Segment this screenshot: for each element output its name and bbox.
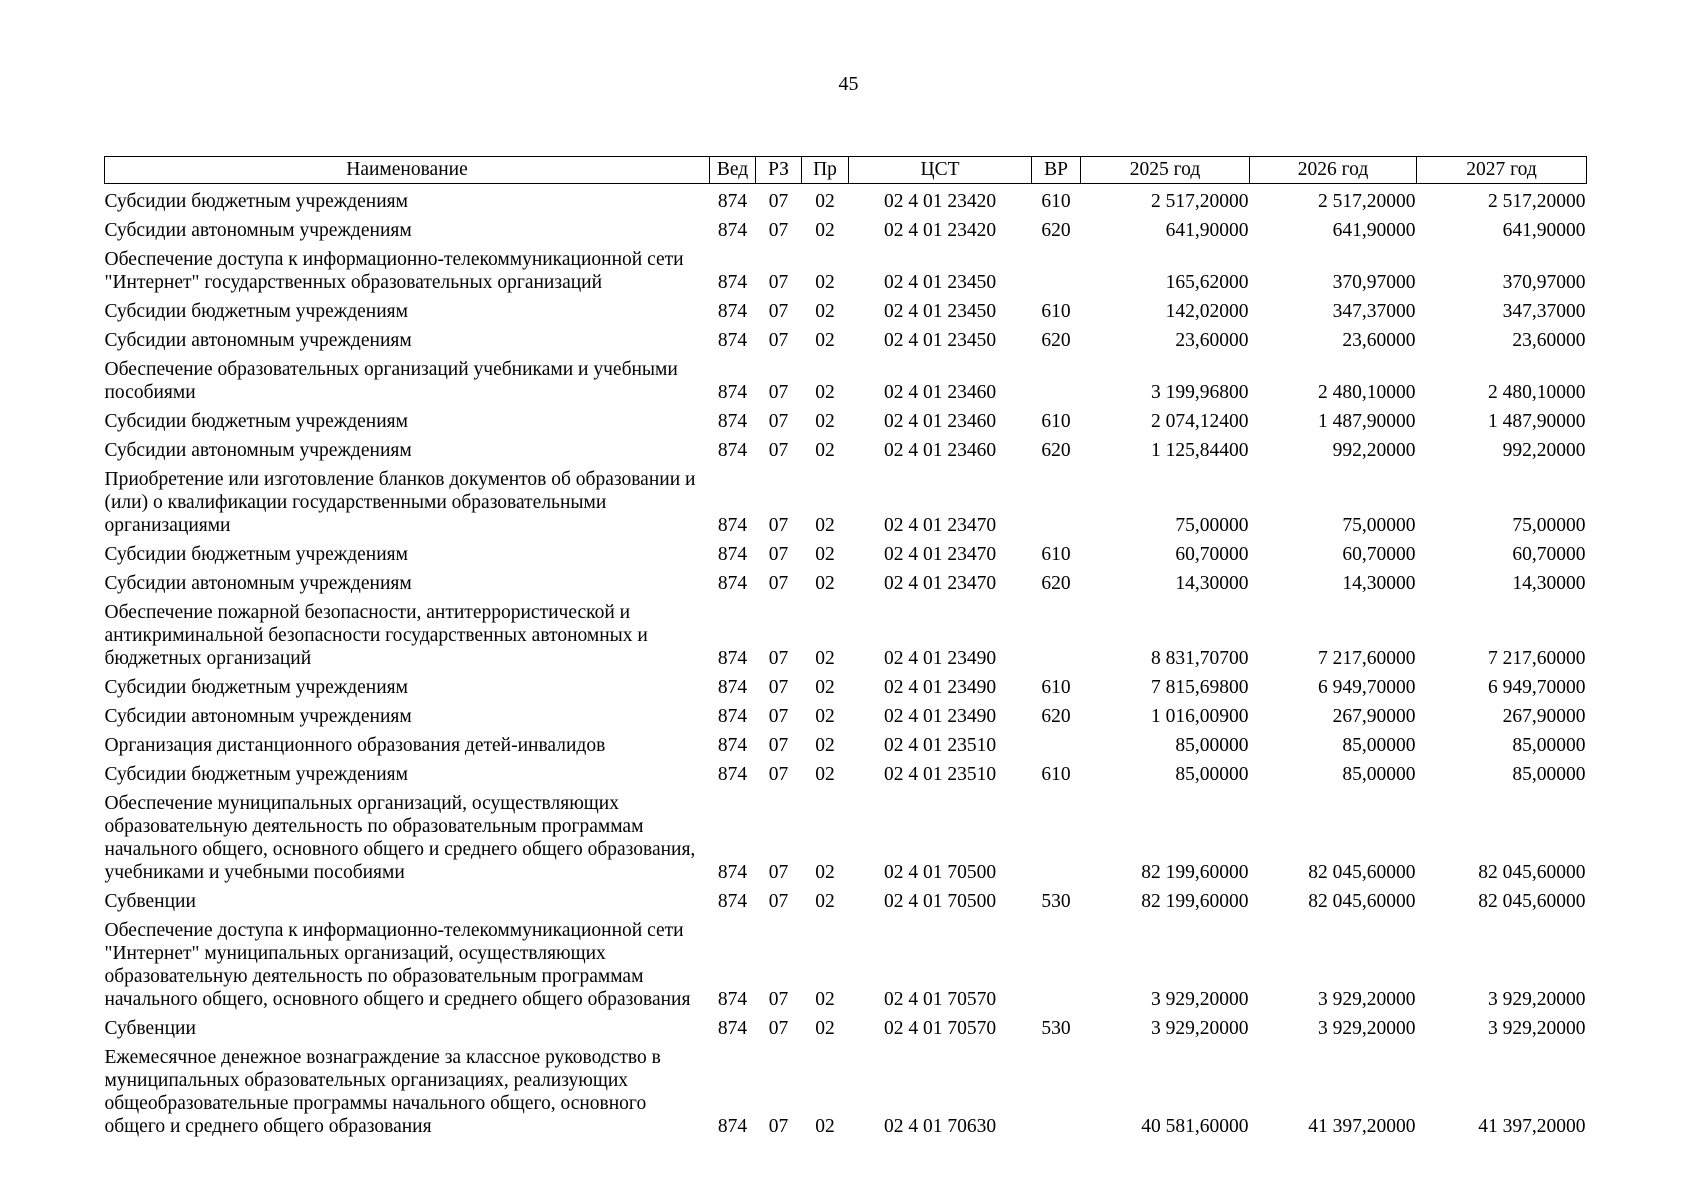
row-ved: 874 [717,544,748,565]
row-name: Субсидии бюджетным учреждениям [104,677,408,698]
row-rz: 07 [768,764,789,785]
row-2025: 641,90000 [1165,220,1249,241]
row-vr: 610 [1041,301,1071,322]
row-ved: 874 [717,1116,748,1137]
table-row [105,676,1587,705]
table-row [105,792,1587,890]
row-rz: 07 [768,411,789,432]
row-2027: 1 487,90000 [1488,411,1586,432]
table-row [105,329,1587,358]
table-row [105,468,1587,543]
row-rz: 07 [768,648,789,669]
table-row [105,410,1587,439]
row-pr: 02 [815,382,835,403]
row-2027: 85,00000 [1512,764,1586,785]
row-pr: 02 [815,862,835,883]
row-vr: 620 [1041,440,1071,461]
row-2027: 23,60000 [1512,330,1586,351]
row-cst: 02 4 01 70630 [883,1116,997,1137]
row-2027: 3 929,20000 [1488,989,1586,1010]
row-2026: 347,37000 [1332,301,1416,322]
row-2025: 40 581,60000 [1141,1116,1249,1137]
row-2025: 165,62000 [1165,272,1249,293]
table-row [105,184,1587,220]
row-2026: 370,97000 [1332,272,1416,293]
row-2025: 23,60000 [1175,330,1249,351]
row-cst: 02 4 01 23420 [883,220,997,241]
row-ved: 874 [717,220,748,241]
row-2025: 2 074,12400 [1151,411,1249,432]
row-2026: 82 045,60000 [1308,891,1416,912]
row-rz: 07 [768,1116,789,1137]
table-row [105,300,1587,329]
row-cst: 02 4 01 70500 [883,891,997,912]
row-name: Обеспечение доступа к информационно-телекоммуникационной сети "Интернет" государственных образовательных организаций [104,249,684,293]
row-rz: 07 [768,989,789,1010]
row-pr: 02 [815,411,835,432]
row-2026: 3 929,20000 [1318,989,1416,1010]
header-cst: ЦСТ [849,157,1032,184]
row-ved: 874 [717,706,748,727]
row-2026: 2 480,10000 [1318,382,1416,403]
row-2026: 85,00000 [1342,735,1416,756]
row-vr [1032,248,1081,300]
row-vr: 610 [1041,191,1071,212]
table-row [105,543,1587,572]
header-ved: Вед [710,157,756,184]
row-cst: 02 4 01 23460 [883,411,997,432]
header-2025: 2025 год [1081,157,1250,184]
row-2025: 14,30000 [1175,573,1249,594]
row-name: Субвенции [104,891,196,912]
row-2025: 3 929,20000 [1151,1018,1249,1039]
row-vr [1032,792,1081,890]
row-cst: 02 4 01 23470 [883,573,997,594]
row-pr: 02 [815,1116,835,1137]
table-row [105,705,1587,734]
header-2027: 2027 год [1417,157,1587,184]
row-2027: 41 397,20000 [1478,1116,1586,1137]
row-ved: 874 [717,989,748,1010]
row-pr: 02 [815,191,835,212]
row-ved: 874 [717,573,748,594]
row-rz: 07 [768,573,789,594]
row-pr: 02 [815,440,835,461]
row-name: Обеспечение доступа к информационно-телекоммуникационной сети "Интернет" муниципальных организаций, осуществляющих образовательную деятельность по образовательным программам начального общего, основного общего и среднего общего образования [104,920,691,1010]
row-vr [1032,358,1081,410]
row-2026: 23,60000 [1342,330,1416,351]
row-pr: 02 [815,220,835,241]
row-2027: 2 517,20000 [1488,191,1586,212]
row-pr: 02 [815,573,835,594]
row-cst: 02 4 01 23450 [883,301,997,322]
budget-table [104,156,1587,1144]
row-cst: 02 4 01 23420 [883,191,997,212]
row-2026: 267,90000 [1332,706,1416,727]
row-name: Субсидии автономным учреждениям [104,440,412,461]
row-2027: 641,90000 [1502,220,1586,241]
row-2026: 14,30000 [1342,573,1416,594]
row-2027: 347,37000 [1502,301,1586,322]
page-number: 45 [838,73,859,95]
row-cst: 02 4 01 23490 [883,706,997,727]
table-row [105,734,1587,763]
row-2027: 82 045,60000 [1478,862,1586,883]
row-cst: 02 4 01 23510 [883,764,997,785]
row-ved: 874 [717,735,748,756]
row-ved: 874 [717,515,748,536]
row-rz: 07 [768,515,789,536]
row-cst: 02 4 01 23460 [883,382,997,403]
row-vr: 610 [1041,764,1071,785]
row-cst: 02 4 01 23490 [883,677,997,698]
row-cst: 02 4 01 23510 [883,735,997,756]
row-2027: 14,30000 [1512,573,1586,594]
row-vr: 530 [1041,1018,1071,1039]
row-2025: 2 517,20000 [1151,191,1249,212]
row-rz: 07 [768,862,789,883]
table-row [105,919,1587,1017]
row-name: Субсидии бюджетным учреждениям [104,544,408,565]
table-row [105,572,1587,601]
row-2025: 142,02000 [1165,301,1249,322]
row-rz: 07 [768,272,789,293]
row-2027: 267,90000 [1502,706,1586,727]
row-vr [1032,919,1081,1017]
row-ved: 874 [717,677,748,698]
row-pr: 02 [815,706,835,727]
row-name: Субсидии автономным учреждениям [104,573,412,594]
row-vr: 620 [1041,220,1071,241]
row-ved: 874 [717,648,748,669]
row-2025: 7 815,69800 [1151,677,1249,698]
row-name: Обеспечение образовательных организаций учебниками и учебными пособиями [104,359,678,403]
row-name: Субсидии бюджетным учреждениям [104,191,408,212]
table-row [105,763,1587,792]
row-2026: 3 929,20000 [1318,1018,1416,1039]
row-name: Субвенции [104,1018,196,1039]
table-row [105,890,1587,919]
row-2027: 85,00000 [1512,735,1586,756]
row-2026: 6 949,70000 [1318,677,1416,698]
row-ved: 874 [717,411,748,432]
row-2026: 641,90000 [1332,220,1416,241]
row-2027: 370,97000 [1502,272,1586,293]
row-rz: 07 [768,440,789,461]
row-2026: 75,00000 [1342,515,1416,536]
row-2027: 3 929,20000 [1488,1018,1586,1039]
row-pr: 02 [815,648,835,669]
row-2027: 992,20000 [1502,440,1586,461]
row-cst: 02 4 01 23450 [883,272,997,293]
row-2025: 75,00000 [1175,515,1249,536]
row-2025: 85,00000 [1175,735,1249,756]
row-2025: 82 199,60000 [1141,862,1249,883]
row-rz: 07 [768,677,789,698]
row-pr: 02 [815,544,835,565]
row-2025: 85,00000 [1175,764,1249,785]
row-rz: 07 [768,382,789,403]
row-pr: 02 [815,891,835,912]
row-rz: 07 [768,891,789,912]
row-vr: 620 [1041,573,1071,594]
row-pr: 02 [815,515,835,536]
row-name: Субсидии автономным учреждениям [104,330,412,351]
row-ved: 874 [717,301,748,322]
row-vr [1032,468,1081,543]
table-row [105,601,1587,676]
row-pr: 02 [815,330,835,351]
row-2025: 60,70000 [1175,544,1249,565]
row-name: Организация дистанционного образования детей-инвалидов [104,735,606,756]
row-vr: 620 [1041,706,1071,727]
header-row [105,157,1587,184]
row-name: Обеспечение пожарной безопасности, антитеррористической и антикриминальной безопасности государственных автономных и бюджетных организаций [104,602,648,669]
row-pr: 02 [815,989,835,1010]
row-vr [1032,1046,1081,1144]
row-2027: 2 480,10000 [1488,382,1586,403]
row-vr: 620 [1041,330,1071,351]
row-2025: 3 929,20000 [1151,989,1249,1010]
row-name: Ежемесячное денежное вознаграждение за классное руководство в муниципальных образовательных организациях, реализующих общеобразовательные программы начального общего, основного общего и среднего общего образования [104,1047,661,1137]
row-name: Субсидии бюджетным учреждениям [104,764,408,785]
row-2027: 60,70000 [1512,544,1586,565]
row-pr: 02 [815,764,835,785]
row-pr: 02 [815,735,835,756]
row-ved: 874 [717,382,748,403]
row-cst: 02 4 01 70570 [883,1018,997,1039]
row-pr: 02 [815,1018,835,1039]
row-2026: 7 217,60000 [1318,648,1416,669]
row-ved: 874 [717,272,748,293]
row-2026: 41 397,20000 [1308,1116,1416,1137]
header-2026: 2026 год [1250,157,1417,184]
row-rz: 07 [768,706,789,727]
row-name: Субсидии автономным учреждениям [104,220,412,241]
header-name: Наименование [105,157,710,184]
row-2025: 1 016,00900 [1151,706,1249,727]
row-cst: 02 4 01 70570 [883,989,997,1010]
row-pr: 02 [815,677,835,698]
row-cst: 02 4 01 23470 [883,544,997,565]
row-cst: 02 4 01 23470 [883,515,997,536]
row-2027: 7 217,60000 [1488,648,1586,669]
row-ved: 874 [717,1018,748,1039]
row-2026: 2 517,20000 [1318,191,1416,212]
row-name: Субсидии автономным учреждениям [104,706,412,727]
row-vr [1032,734,1081,763]
row-rz: 07 [768,1018,789,1039]
row-ved: 874 [717,440,748,461]
row-vr: 610 [1041,677,1071,698]
row-name: Субсидии бюджетным учреждениям [104,411,408,432]
row-2027: 82 045,60000 [1478,891,1586,912]
row-2027: 6 949,70000 [1488,677,1586,698]
row-2025: 1 125,84400 [1151,440,1249,461]
table-row [105,1017,1587,1046]
table-row [105,439,1587,468]
table-row [105,248,1587,300]
row-ved: 874 [717,764,748,785]
row-2026: 82 045,60000 [1308,862,1416,883]
row-2025: 3 199,96800 [1151,382,1249,403]
row-2026: 1 487,90000 [1318,411,1416,432]
row-2027: 75,00000 [1512,515,1586,536]
row-rz: 07 [768,191,789,212]
row-cst: 02 4 01 70500 [883,862,997,883]
row-pr: 02 [815,272,835,293]
row-cst: 02 4 01 23490 [883,648,997,669]
row-2026: 85,00000 [1342,764,1416,785]
header-rz: РЗ [756,157,802,184]
row-vr: 610 [1041,411,1071,432]
row-vr [1032,601,1081,676]
row-ved: 874 [717,862,748,883]
row-rz: 07 [768,301,789,322]
table-body [105,184,1587,1145]
row-rz: 07 [768,330,789,351]
table-header [105,157,1587,184]
table-row [105,358,1587,410]
row-vr: 610 [1041,544,1071,565]
row-2026: 992,20000 [1332,440,1416,461]
row-pr: 02 [815,301,835,322]
header-pr: Пр [802,157,849,184]
row-name: Обеспечение муниципальных организаций, осуществляющих образовательную деятельность по образовательным программам начального общего, основного общего и среднего общего образования, учебниками и учебными пособиями [104,793,696,883]
row-vr: 530 [1041,891,1071,912]
row-cst: 02 4 01 23450 [883,330,997,351]
row-2026: 60,70000 [1342,544,1416,565]
header-vr: ВР [1032,157,1081,184]
row-rz: 07 [768,220,789,241]
row-2025: 82 199,60000 [1141,891,1249,912]
row-rz: 07 [768,735,789,756]
row-ved: 874 [717,330,748,351]
row-ved: 874 [717,191,748,212]
row-2025: 8 831,70700 [1151,648,1249,669]
row-cst: 02 4 01 23460 [883,440,997,461]
row-rz: 07 [768,544,789,565]
table-row [105,1046,1587,1144]
row-name: Приобретение или изготовление бланков документов об образовании и (или) о квалификации государственными образовательными организациями [104,469,696,536]
table-row [105,219,1587,248]
row-ved: 874 [717,891,748,912]
row-name: Субсидии бюджетным учреждениям [104,301,408,322]
